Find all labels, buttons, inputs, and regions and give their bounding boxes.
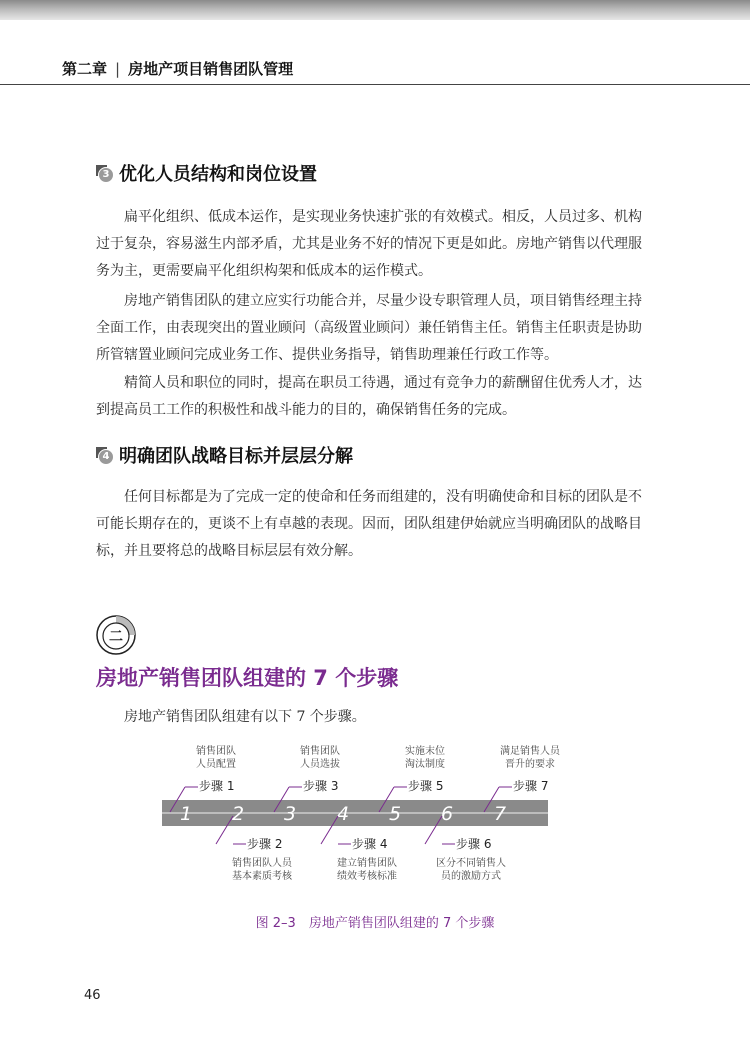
- section-number-badge: 3: [96, 165, 113, 182]
- step-number-1: 1: [179, 803, 193, 825]
- header-rule: [0, 84, 750, 85]
- part-2-intro: 房地产销售团队组建有以下 7 个步骤。: [124, 709, 366, 725]
- chapter-header: [62, 58, 293, 79]
- bottom-step-desc: 绩效考核标准: [337, 871, 397, 882]
- section-3-title: 优化人员结构和岗位设置: [119, 164, 317, 185]
- section-3-paragraph-2: 房地产销售团队的建立应实行功能合并，尽量少设专职管理人员，项目销售经理主持全面工作，由表现突出的置业顾问（高级置业顾问）兼任销售主任。销售主任职责是协助所管辖置业顾问完成业务工作、提供业务指导，销售助理兼任行政工作等。: [96, 293, 642, 363]
- figure-caption: 图 2–3 房地产销售团队组建的 7 个步骤: [255, 916, 495, 931]
- step-number-5: 5: [388, 803, 402, 825]
- top-step-desc: 实施末位: [405, 746, 445, 757]
- top-step-desc: 满足销售人员: [500, 746, 560, 757]
- bottom-step-label: 步骤 6: [456, 837, 492, 851]
- section-3-paragraph-1: 扁平化组织、低成本运作，是实现业务快速扩张的有效模式。相反，人员过多、机构过于复杂，容易滋生内部矛盾，尤其是业务不好的情况下更是如此。房地产销售以代理服务为主，更需要扁平化组织构架和低成本的运作模式。: [96, 209, 642, 279]
- section-3-paragraph-3: 精简人员和职位的同时，提高在职员工待遇，通过有竞争力的薪酬留住优秀人才，达到提高员工工作的积极性和战斗能力的目的，确保销售任务的完成。: [96, 375, 642, 418]
- section-number-badge: 4: [96, 447, 113, 464]
- top-step-label: 步骤 7: [513, 779, 549, 793]
- section-4-title: 明确团队战略目标并层层分解: [119, 446, 353, 467]
- part-number-badge: [95, 614, 137, 656]
- section-4-heading: [96, 442, 353, 468]
- bottom-step-desc: 员的激励方式: [441, 871, 501, 882]
- bottom-step-label: 步骤 4: [352, 837, 388, 851]
- top-step-desc: 人员配置: [196, 759, 236, 770]
- top-step-desc: 销售团队: [196, 746, 236, 757]
- chapter-label: 第二章: [62, 60, 108, 78]
- chapter-title: 房地产项目销售团队管理: [128, 60, 294, 78]
- bottom-step-desc: 基本素质考核: [232, 871, 292, 882]
- step-number-3: 3: [283, 803, 297, 825]
- top-step-desc: 人员选拔: [300, 759, 340, 770]
- page-number: 46: [84, 988, 101, 1003]
- bottom-step-desc: 区分不同销售人: [436, 858, 506, 869]
- svg-text:二: 二: [109, 629, 123, 645]
- step-number-6: 6: [440, 803, 454, 825]
- top-step-desc: 晋升的要求: [505, 759, 555, 770]
- step-number-7: 7: [493, 803, 507, 825]
- top-step-label: 步骤 3: [303, 779, 339, 793]
- top-step-desc: 淘汰制度: [405, 759, 445, 770]
- top-step-label: 步骤 1: [199, 779, 235, 793]
- section-3-heading: [96, 160, 317, 186]
- seven-steps-diagram: [160, 742, 560, 892]
- section-4-paragraph-1: 任何目标都是为了完成一定的使命和任务而组建的，没有明确使命和目标的团队是不可能长期存在的，更谈不上有卓越的表现。因而，团队组建伊始就应当明确团队的战略目标，并且要将总的战略目标层层有效分解。: [96, 489, 642, 559]
- part-2-title: 房地产销售团队组建的 7 个步骤: [96, 666, 399, 690]
- step-number-4: 4: [336, 803, 350, 825]
- top-decor-bar: [0, 0, 750, 20]
- bottom-step-label: 步骤 2: [247, 837, 283, 851]
- top-step-label: 步骤 5: [408, 779, 444, 793]
- chapter-separator: |: [115, 60, 121, 78]
- step-number-2: 2: [231, 803, 245, 825]
- bottom-step-desc: 建立销售团队: [337, 858, 397, 869]
- bottom-step-desc: 销售团队人员: [232, 858, 292, 869]
- top-step-desc: 销售团队: [300, 746, 340, 757]
